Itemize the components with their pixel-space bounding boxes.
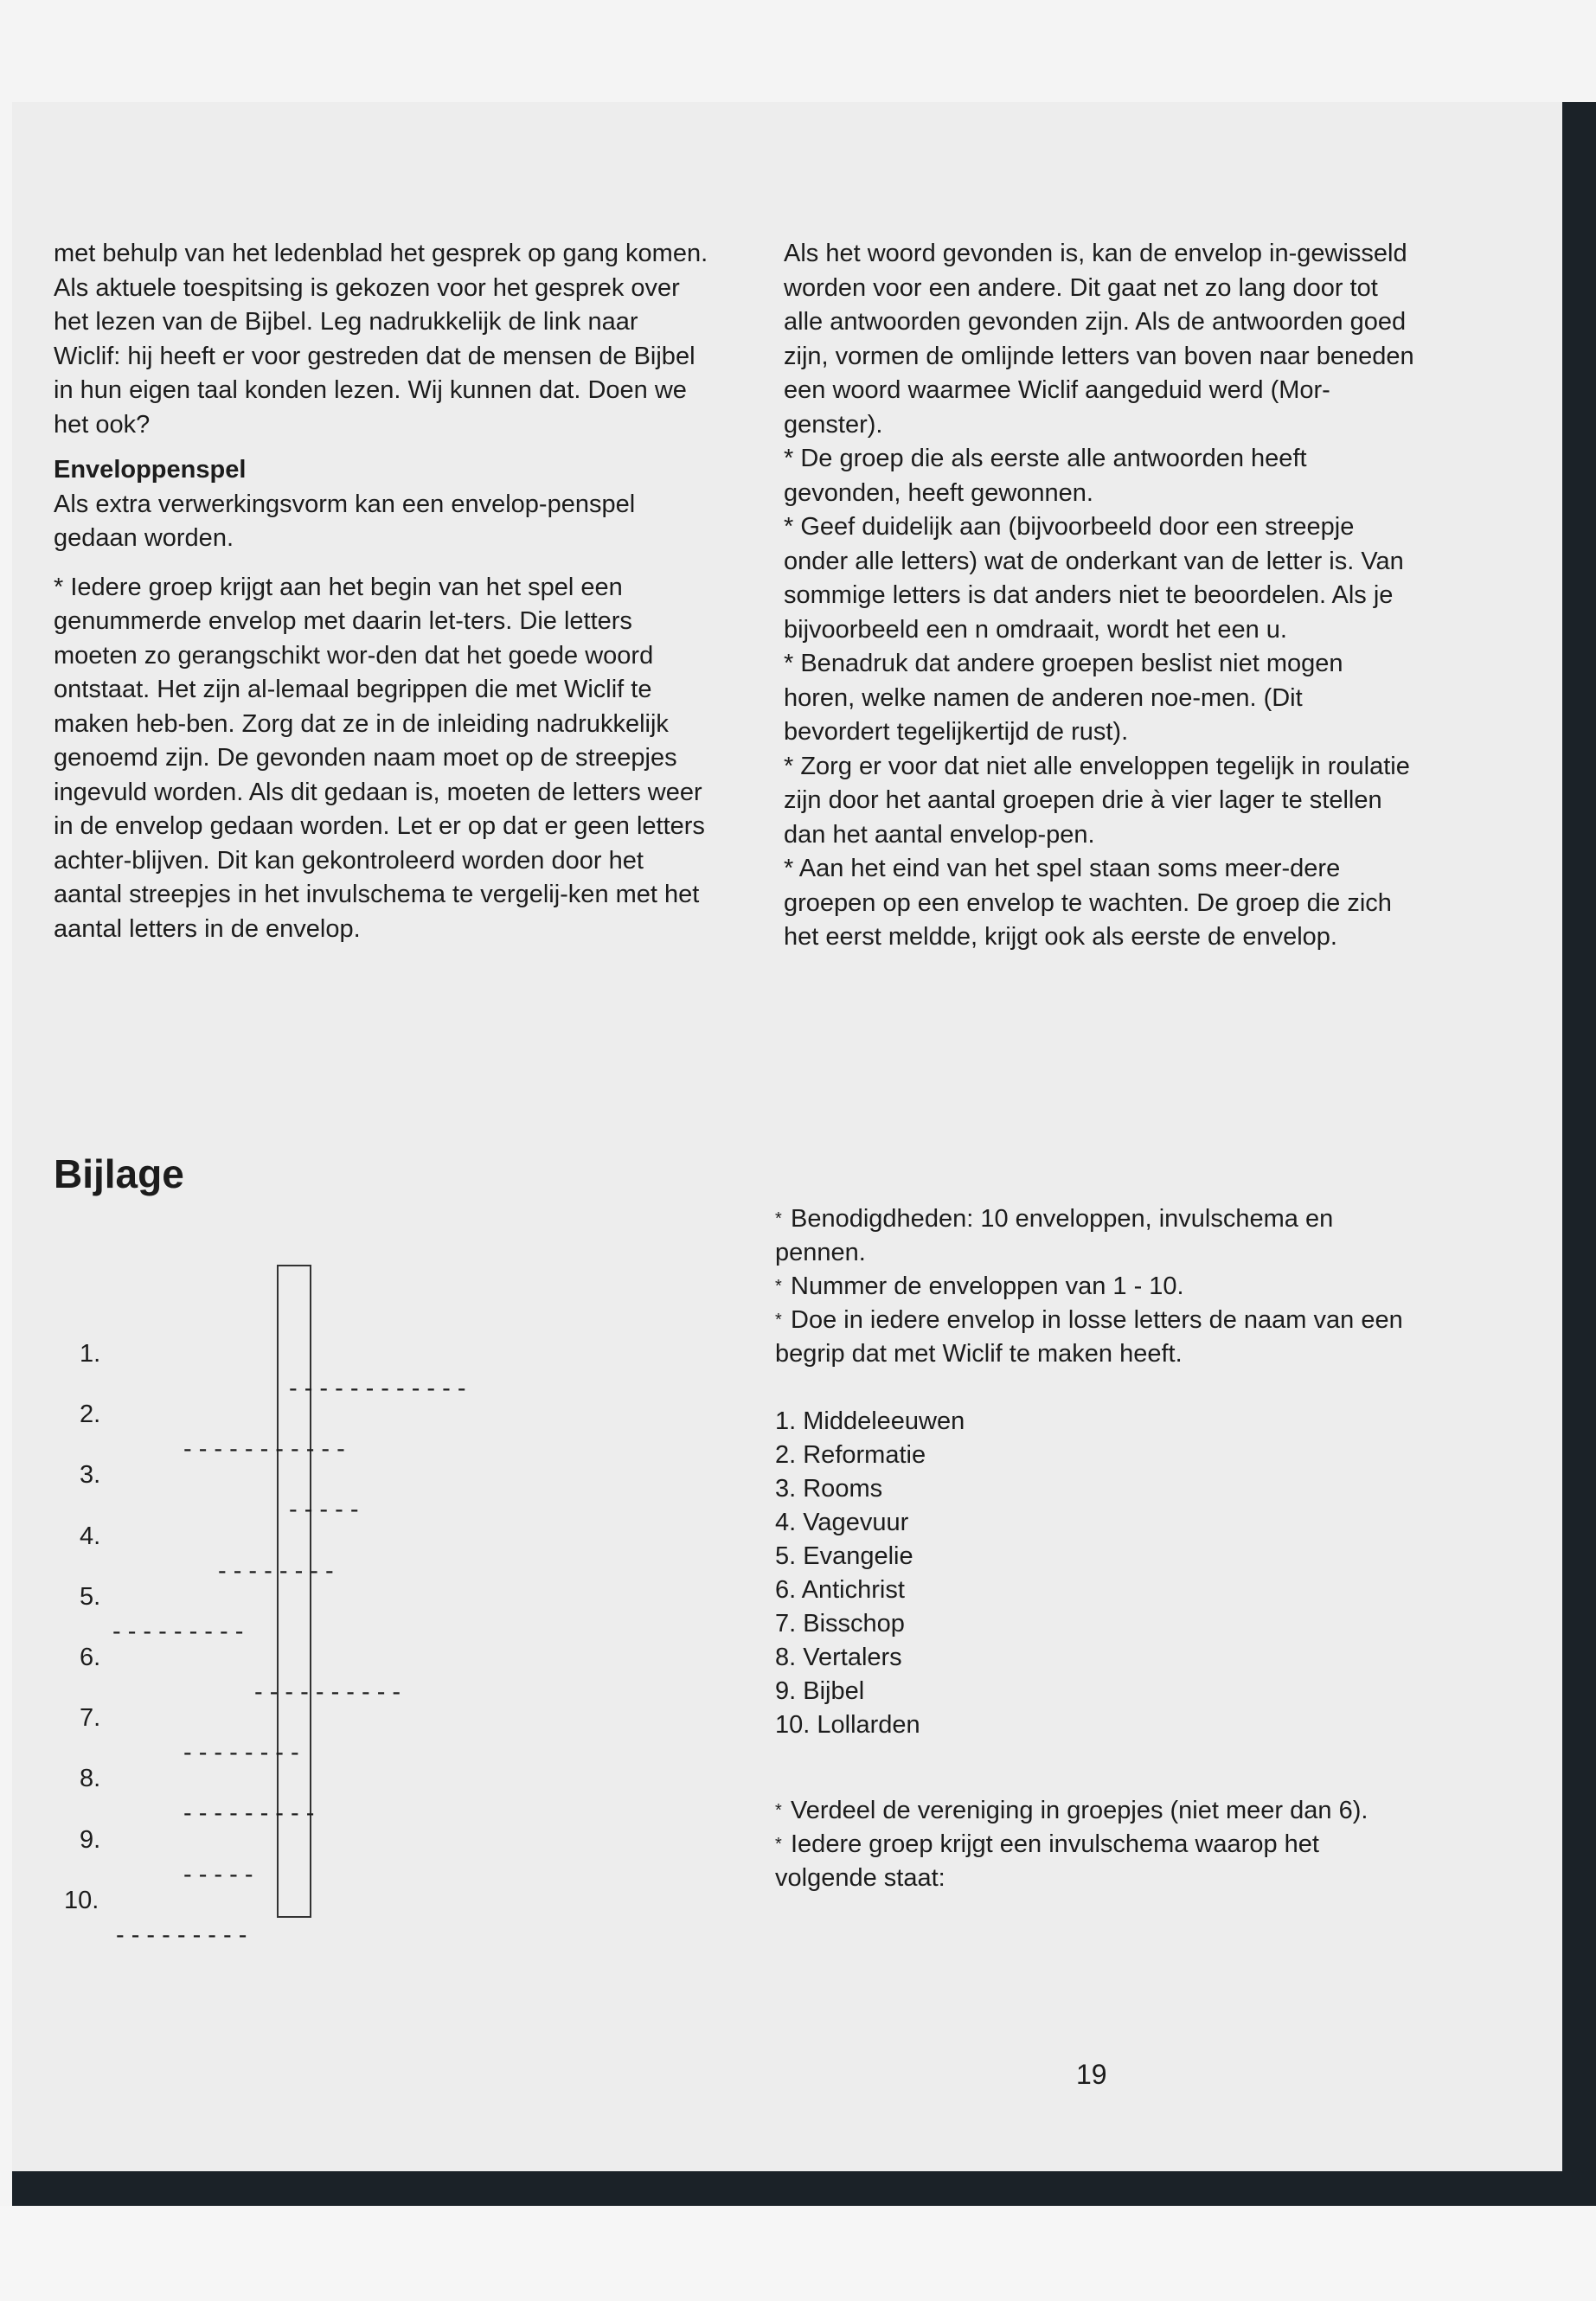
asterisk-icon: * (775, 1801, 782, 1820)
list-item: 2. Reformatie (775, 1441, 926, 1469)
puzzle-row-3 (0, 1423, 359, 1523)
puzzle-row-8 (0, 1727, 315, 1827)
puzzle-row-number: 5. (80, 1583, 101, 1611)
puzzle-row-4 (0, 1484, 334, 1585)
puzzle-row-dashes: - - - - - - - - - (112, 1618, 244, 1645)
materials-item: * Benodigdheden: 10 enveloppen, invulschema en pennen. (775, 1202, 1415, 1270)
puzzle-row-dashes: - - - - - - - - - - (254, 1678, 401, 1706)
right-bullet-2: * Geef duidelijk aan (bijvoorbeeld door een streepje onder alle letters) wat de onderkant van de letter is. Van sommige letters is dat anders niet te beoordelen. Als je bijvoorbeeld een n omdraait, wordt het een u. (784, 513, 1404, 644)
puzzle-row-7 (0, 1666, 299, 1766)
book-edge-bottom (12, 2171, 1596, 2206)
answer-word-list (775, 1405, 965, 1742)
right-column (784, 237, 1415, 955)
puzzle-row-dashes: - - - - - - - - (218, 1557, 334, 1585)
list-item: 10. Lollarden (775, 1711, 920, 1739)
puzzle-row-number: 9. (80, 1826, 101, 1854)
right-bullet-3: * Benadruk dat andere groepen beslist niet mogen horen, welke namen de anderen noe-men. (Dit bevordert tegelijkertijd de rust). (784, 650, 1343, 746)
puzzle-row-10 (0, 1849, 247, 1949)
left-paragraph-2: Als extra verwerkingsvorm kan een envelop-penspel gedaan worden. (54, 490, 636, 552)
list-item: 6. Antichrist (775, 1576, 905, 1604)
puzzle-row-number: 3. (80, 1461, 101, 1489)
right-bullet-4: * Zorg er voor dat niet alle enveloppen tegelijk in roulatie zijn door het aantal groepen drie à vier lager te stellen dan het aantal envelop-pen. (784, 752, 1410, 849)
list-item: 8. Vertalers (775, 1644, 902, 1671)
list-item: 7. Bisschop (775, 1610, 905, 1638)
asterisk-icon: * (775, 1835, 782, 1854)
puzzle-row-dashes: - - - - - - - - - (183, 1799, 315, 1827)
materials-item: * Nummer de enveloppen van 1 - 10. (775, 1270, 1415, 1304)
puzzle-row-number: 6. (80, 1644, 101, 1671)
list-item: 1. Middeleeuwen (775, 1407, 965, 1435)
puzzle-row-6 (0, 1606, 401, 1706)
puzzle-row-5 (0, 1545, 244, 1645)
book-edge-right (1562, 102, 1596, 2204)
page-number: 19 (1076, 2059, 1107, 2090)
left-column (54, 237, 711, 946)
scan-margin (0, 2206, 1596, 2301)
puzzle-row-dashes: - - - - - - - - - - - - (289, 1375, 466, 1402)
list-item: 4. Vagevuur (775, 1509, 909, 1536)
instruction-item: * Iedere groep krijgt een invulschema waarop het volgende staat: (775, 1828, 1415, 1895)
materials-list (775, 1202, 1415, 1371)
puzzle-row-2 (0, 1362, 345, 1463)
bijlage-title: Bijlage (54, 1151, 184, 1196)
right-paragraph-1: Als het woord gevonden is, kan de envelop in-gewisseld worden voor een andere. Dit gaat net zo lang door tot alle antwoorden gevonden zijn. Als de antwoorden goed zijn, vormen de omlijnde letters van boven naar beneden een woord waarmee Wiclif aangeduid werd (Mor-genster). (784, 240, 1414, 439)
puzzle-row-number: 2. (80, 1400, 101, 1428)
asterisk-icon: * (775, 1277, 782, 1296)
puzzle-row-number: 8. (80, 1765, 101, 1792)
list-item: 9. Bijbel (775, 1677, 865, 1705)
left-paragraph-3: * Iedere groep krijgt aan het begin van het spel een genummerde envelop met daarin let-ters. Die letters moeten zo gerangschikt wor-den dat het goede woord ontstaat. Het zijn al-lemaal begrippen die met Wiclif te maken heb-ben. Zorg dat ze in de inleiding nadrukkelijk genoemd zijn. De gevonden naam moet op de streepjes ingevuld worden. Als dit gedaan is, moeten de letters weer in de envelop gedaan worden. Let er op dat er geen letters achter-blijven. Dit kan gekontroleerd worden door het aantal streepjes in het invulschema te vergelij-ken met het aantal letters in de envelop. (54, 573, 705, 943)
list-item: 5. Evangelie (775, 1542, 913, 1570)
puzzle-row-dashes: - - - - - (289, 1496, 359, 1523)
right-bullet-1: * De groep die als eerste alle antwoorden heeft gevonden, heeft gewonnen. (784, 445, 1307, 507)
asterisk-icon: * (775, 1209, 782, 1228)
list-item: 3. Rooms (775, 1475, 883, 1503)
left-paragraph-1: met behulp van het ledenblad het gesprek op gang komen. Als aktuele toespitsing is gekozen voor het gesprek over het lezen van de Bijbel. Leg nadrukkelijk de link naar Wiclif: hij heeft er voor gestreden dat de mensen de Bijbel in hun eigen taal konden lezen. Wij kunnen dat. Doen we het ook? (54, 240, 708, 439)
puzzle-row-9 (0, 1788, 253, 1888)
puzzle-row-number: 4. (80, 1522, 101, 1550)
puzzle-row-dashes: - - - - - - - - - (116, 1921, 247, 1949)
instruction-item: * Verdeel de vereniging in groepjes (niet meer dan 6). (775, 1794, 1415, 1828)
puzzle-row-dashes: - - - - - (183, 1861, 253, 1888)
section-heading-enveloppenspel: Enveloppenspel (54, 456, 247, 484)
instructions-list (775, 1794, 1415, 1895)
right-bullet-5: * Aan het eind van het spel staan soms meer-dere groepen op een envelop te wachten. De groep die zich het eerst meldde, krijgt ook als eerste de envelop. (784, 855, 1392, 951)
puzzle-row-dashes: - - - - - - - - - - - (183, 1435, 345, 1463)
puzzle-row-1 (0, 1302, 466, 1402)
puzzle-row-number: 7. (80, 1704, 101, 1732)
puzzle-row-number: 10. (64, 1887, 99, 1914)
puzzle-row-dashes: - - - - - - - - (183, 1739, 299, 1766)
puzzle-row-number: 1. (80, 1340, 101, 1368)
materials-item: * Doe in iedere envelop in losse letters de naam van een begrip dat met Wiclif te maken heeft. (775, 1304, 1415, 1371)
asterisk-icon: * (775, 1311, 782, 1330)
